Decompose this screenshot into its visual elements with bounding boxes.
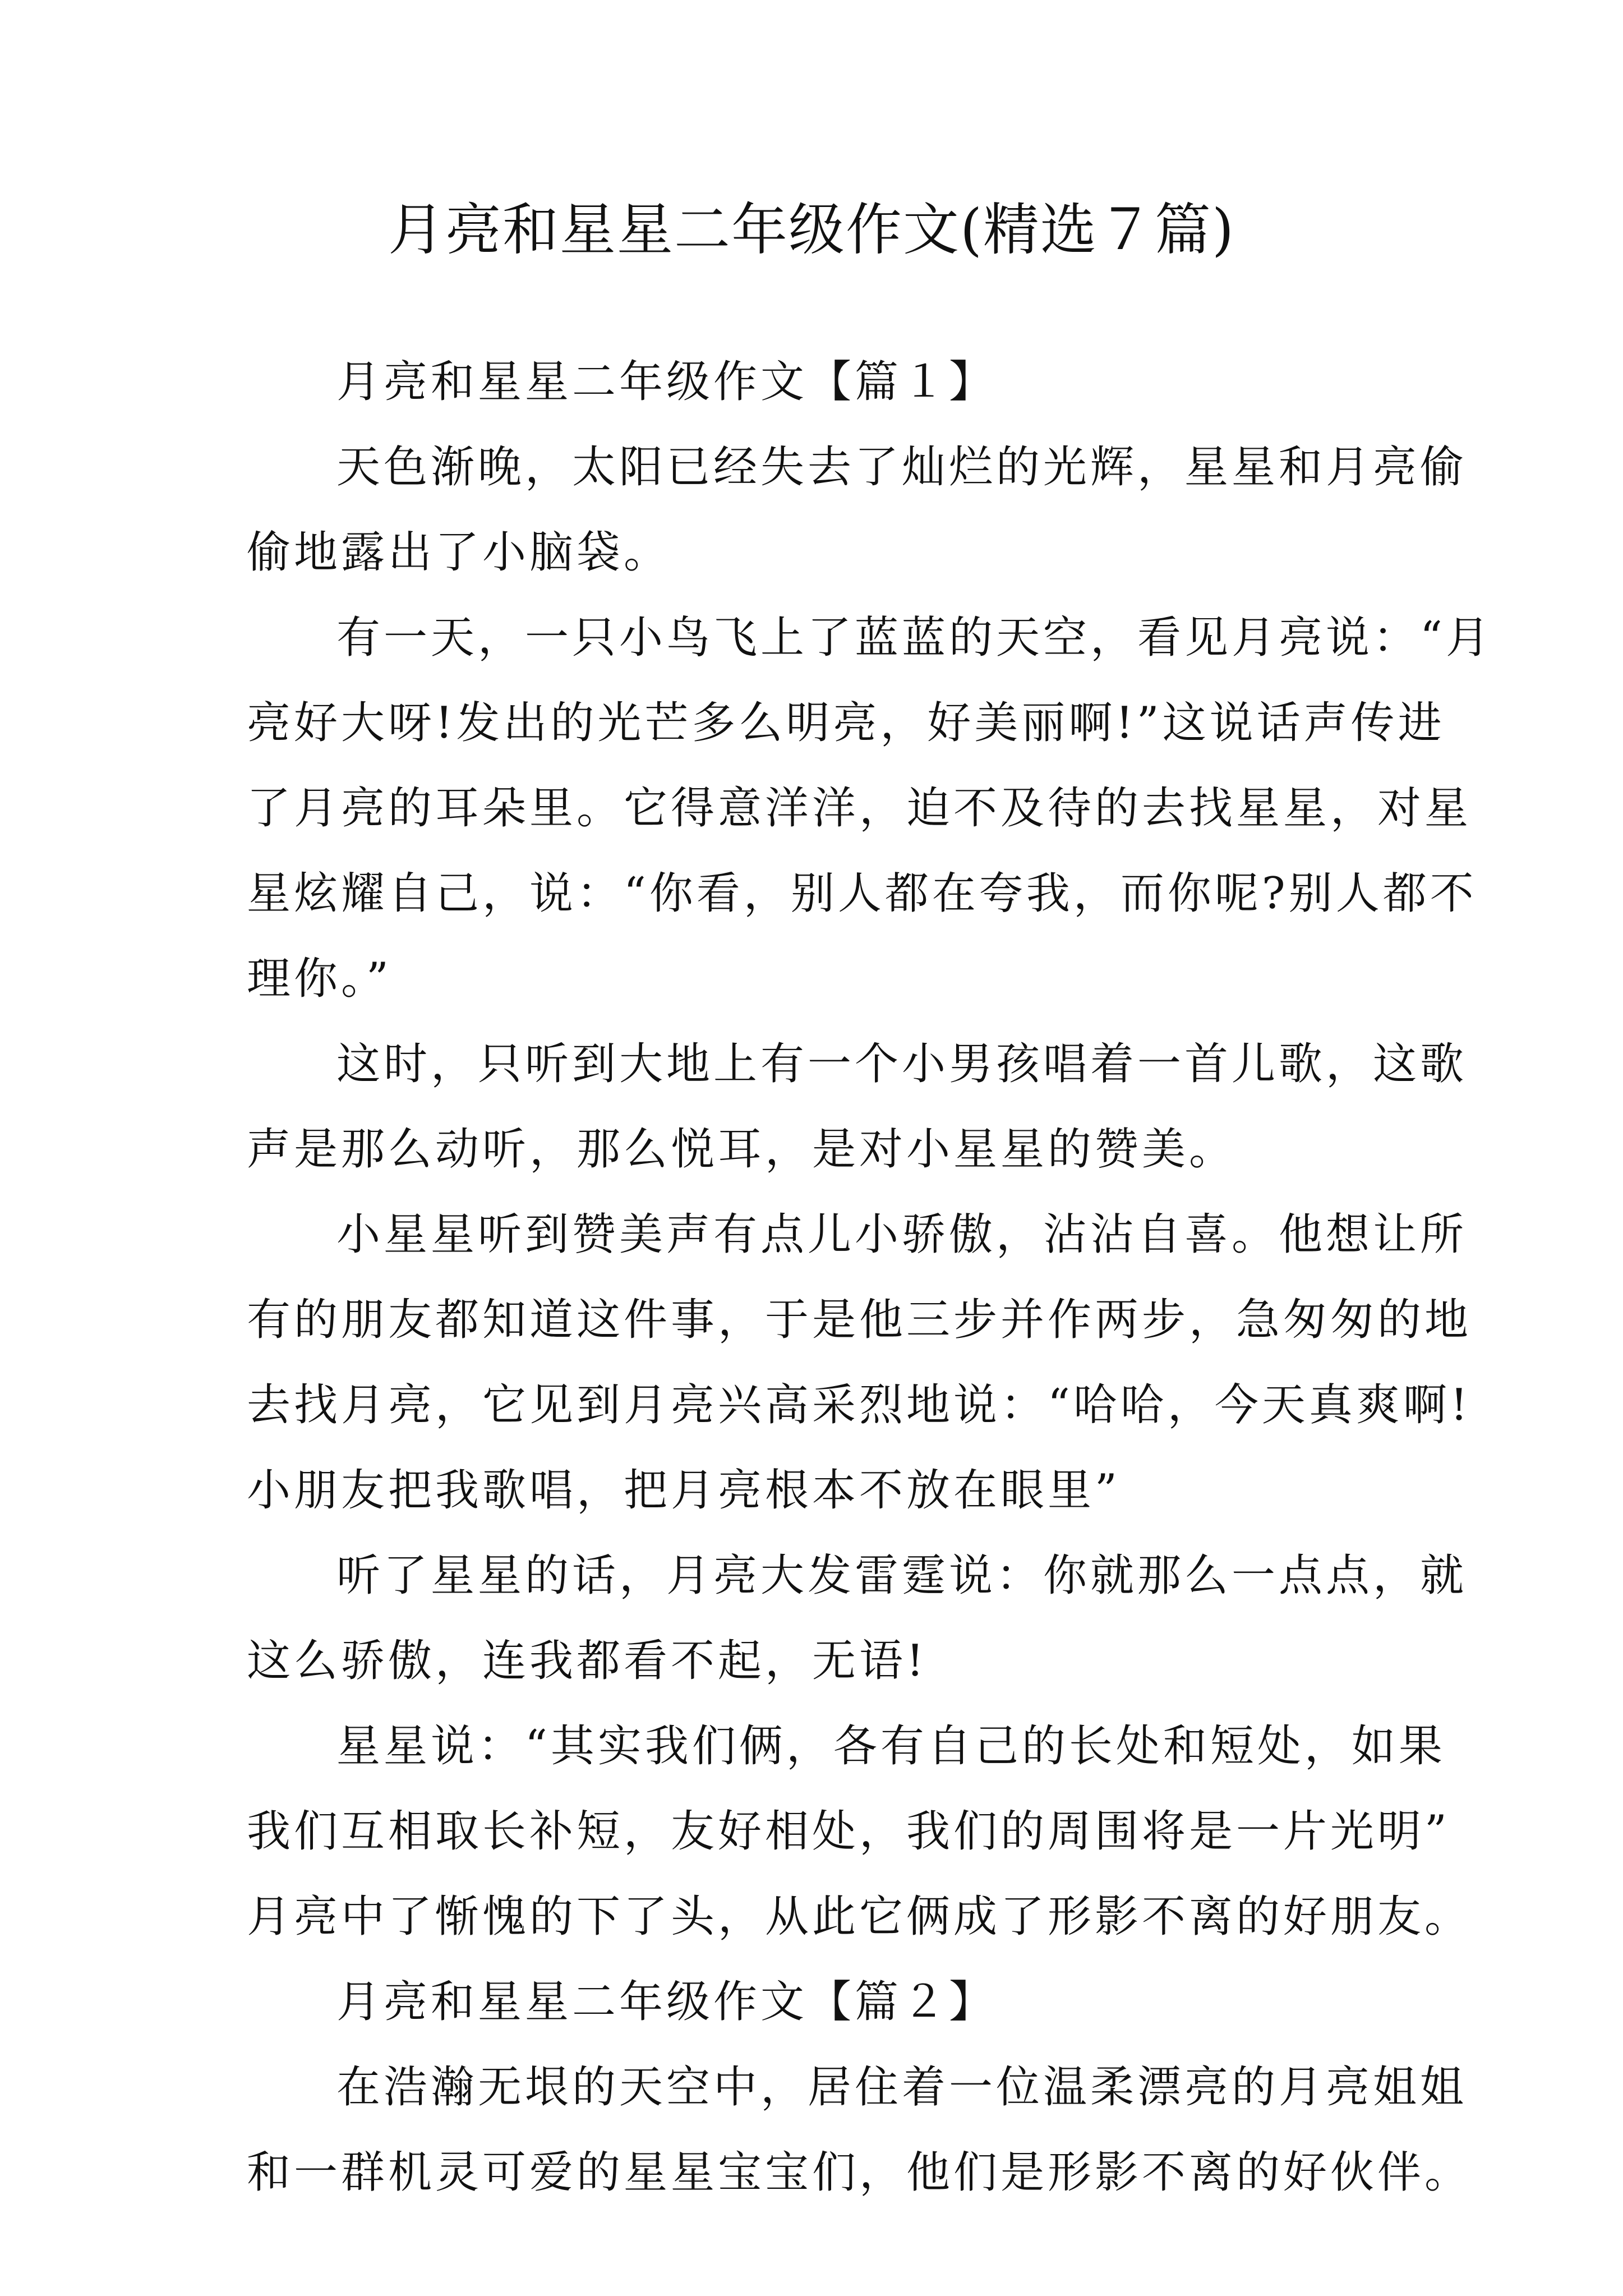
text-line: 去找月亮，它见到月亮兴高采烈地说：“哈哈，今天真爽啊!	[247, 1380, 1472, 1430]
text-line: 月亮和星星二年级作文【篇２】	[336, 1977, 997, 2027]
text-line: 和一群机灵可爱的星星宝宝们，他们是形影不离的好伙伴。	[247, 2147, 1472, 2198]
text-line: 我们互相取长补短，友好相处，我们的周围将是一片光明”	[247, 1806, 1450, 1857]
text-line: 月亮中了惭愧的下了头，从此它俩成了形影不离的好朋友。	[247, 1892, 1472, 1942]
text-line: 星星说：“其实我们俩，各有自己的长处和短处，如果	[336, 1721, 1446, 1772]
text-line: 小星星听到赞美声有点儿小骄傲，沾沾自喜。他想让所	[336, 1209, 1468, 1260]
text-line: 在浩瀚无垠的天空中，居住着一位温柔漂亮的月亮姐姐	[336, 2062, 1468, 2113]
text-line: 这时，只听到大地上有一个小男孩唱着一首儿歌，这歌	[336, 1039, 1468, 1089]
text-line: 听了星星的话，月亮大发雷霆说：你就那么一点点，就	[336, 1550, 1468, 1601]
text-line: 天色渐晚，太阳已经失去了灿烂的光辉，星星和月亮偷	[336, 442, 1468, 493]
text-line: 小朋友把我歌唱，把月亮根本不放在眼里”	[247, 1465, 1121, 1516]
text-line: 了月亮的耳朵里。它得意洋洋，迫不及待的去找星星，对星	[247, 783, 1472, 834]
text-line: 星炫耀自己，说：“你看，别人都在夸我，而你呢?别人都不	[247, 868, 1477, 919]
document-title: 月亮和星星二年级作文(精选７篇)	[388, 197, 1235, 263]
text-line: 亮好大呀!发出的光芒多么明亮，好美丽啊!”这说话声传进	[247, 698, 1445, 748]
text-line: 偷地露出了小脑袋。	[247, 527, 671, 578]
text-line: 声是那么动听，那么悦耳，是对小星星的赞美。	[247, 1124, 1237, 1175]
text-line: 这么骄傲，连我都看不起，无语!	[247, 1636, 928, 1686]
document-body	[247, 339, 1493, 2215]
text-line: 有的朋友都知道这件事，于是他三步并作两步，急匆匆的地	[247, 1295, 1472, 1345]
text-line: 有一天，一只小鸟飞上了蓝蓝的天空，看见月亮说：“月	[336, 613, 1493, 663]
text-line: 月亮和星星二年级作文【篇１】	[336, 357, 997, 407]
text-line: 理你。”	[247, 954, 392, 1004]
